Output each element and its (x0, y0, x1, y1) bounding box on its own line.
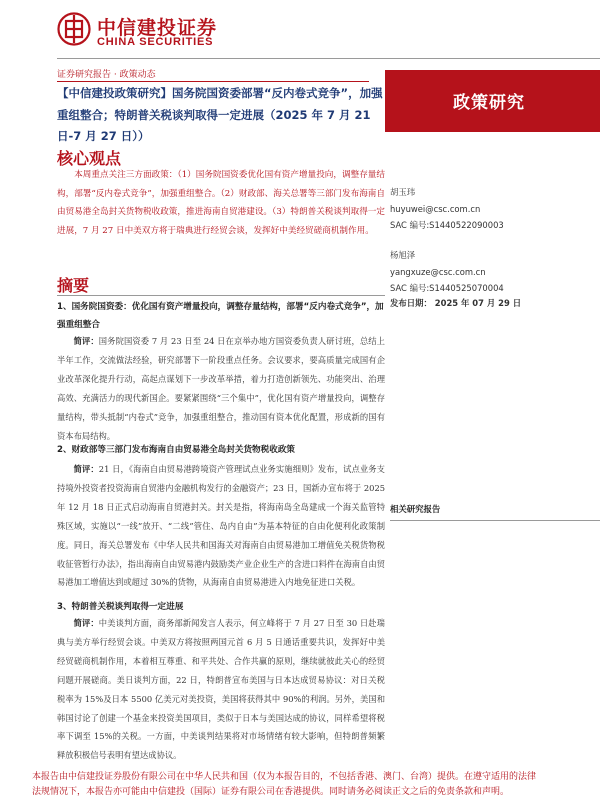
section-1-body: 国务院国资委 7 月 23 日至 24 日在京举办地方国资委负责人研讨班，总结上半年工作，交流做法经验，研究部署下一阶段重点任务。会议要求，要高质量完成国有企业改革深化提升行动，高起点谋划下一步改革举措，着力打造创新领先、功能突出、治理高效、充满活力的现代新国企。要紧紧围绕“三个集中”，优化国有资产增量投向，调整存量结构，带头抵制“内卷式”竞争，加强重组整合，推动国有资本优化配置，形成新的国有资本布局结构。 (57, 336, 385, 441)
report-title: 【中信建投政策研究】国务院国资委部署“反内卷式竞争”，加强重组整合；特朗普关税谈判取得一定进展（2025 年 7 月 21 日-7 月 27 日）） (57, 86, 383, 143)
footer-line-1: 本报告由中信建投证券股份有限公司在中华人民共和国（仅为本报告目的，不包括香港、澳门、台湾）提供。在遵守适用的法律 (32, 772, 537, 782)
section-1-lead: 简评： (73, 336, 99, 346)
core-view-heading: 核心观点 (57, 149, 122, 168)
header-divider (57, 58, 600, 59)
related-reports-divider (390, 520, 600, 521)
breadcrumb: 证券研究报告 · 政策动态 (57, 70, 156, 80)
logo-name-en: CHINA SECURITIES (97, 36, 214, 48)
publish-date: 发布日期： 2025 年 07 月 29 日 (390, 298, 522, 308)
section-3-paragraph (57, 614, 385, 765)
analyst-1-sac: SAC 编号:S1440522090003 (390, 220, 504, 231)
analyst-2-email[interactable]: yangxuze@csc.com.cn (390, 266, 486, 277)
logo-mark-icon (57, 12, 91, 46)
core-view-text: 本周重点关注三方面政策：（1）国务院国资委优化国有资产增量投向，调整存量结构，部署“反内卷式竞争”，加强重组整合。（2）财政部、海关总署等三部门发布海南自由贸易港全岛封关货物税收政策，推进海南自贸港建设。（3）特朗普关税谈判取得一定进展，7 月 27 日中美双方将于瑞典进行经贸会谈，发挥好中美经贸磋商机制作用。 (57, 170, 385, 237)
analyst-1-name: 胡玉玮 (390, 187, 416, 197)
section-3-lead: 简评： (73, 618, 99, 628)
section-3-body: 中美谈判方面，商务部新闻发言人表示，何立峰将于 7 月 27 日至 30 日赴瑞典与美方举行经贸会谈。中美双方将按照两国元首 6 月 5 日通话重要共识，发挥好中美经贸磋商机制作用，本着相互尊重、和平共处、合作共赢的原则，继续就彼此关心的经贸问题开展磋商。美日谈判方面，22 日，特朗普宣布美国与日本达成贸易协议：对日关税税率为 15%及日本 5500 亿美元对美投资，美国将获得其中 90%的利润。另外，美国和韩国讨论了创建一个基金来投资美国项目，类似于日本与美国达成的协议，同样希望将税率下调至 15%的关税。一方面，中美谈判结果将对市场情绪有较大影响，但特朗普频繁释放积极信号表明有望达成协议。 (57, 618, 385, 761)
section-1-paragraph (57, 332, 385, 445)
breadcrumb-divider (57, 81, 369, 82)
section-3-title: 3、特朗普关税谈判取得一定进展 (57, 602, 184, 612)
section-1-title: 1、国务院国资委：优化国有资产增量投向，调整存量结构，部署“反内卷式竞争”，加强重组整合 (57, 302, 384, 330)
section-2-paragraph (57, 460, 385, 592)
section-2-lead: 简评： (73, 464, 99, 474)
category-banner-label: 政策研究 (453, 93, 525, 113)
section-2-title: 2、财政部等三部门发布海南自由贸易港全岛封关货物税收政策 (57, 445, 296, 455)
logo-name-cn: 中信建投证券 (97, 17, 218, 39)
analyst-2 (390, 247, 590, 297)
company-logo (57, 12, 227, 50)
analyst-2-name: 杨旭泽 (390, 250, 416, 260)
category-banner (385, 70, 600, 132)
analyst-1-email[interactable]: huyuwei@csc.com.cn (390, 203, 481, 214)
analyst-1 (390, 184, 590, 234)
summary-heading: 摘要 (57, 276, 90, 295)
section-2-body: 21 日，《海南自由贸易港跨境资产管理试点业务实施细则》发布，试点业务支持境外投资者投资海南自贸港内金融机构发行的金融资产；23 日，国新办宣布将于 2025 年 12 月 18 日正式启动海南自贸港封关。封关是指，将海南岛全岛建成一个海关监管特殊区域，实施以“一线”放开、“二线”管住、岛内自由”为基本特征的自由化便利化政策制度。同日，海关总署发布《中华人民共和国海关对海南自由贸易港加工增值免关税货物税收征管暂行办法》，指出海南自由贸易港内鼓励类产业企业生产的含进口料件在海南自由贸易港加工增值达到或超过 30%的货物，从海南自由贸易港进入内地免征进口关税。 (57, 464, 385, 588)
footer-disclaimer (32, 770, 600, 800)
related-reports-label: 相关研究报告 (390, 504, 441, 514)
analyst-2-sac: SAC 编号:S1440525070004 (390, 283, 504, 294)
summary-divider (57, 295, 385, 296)
footer-line-2: 法规情况下，本报告亦可能由中信建投（国际）证券有限公司在香港提供。同时请务必阅读正文之后的免责条款和声明。 (32, 787, 510, 797)
